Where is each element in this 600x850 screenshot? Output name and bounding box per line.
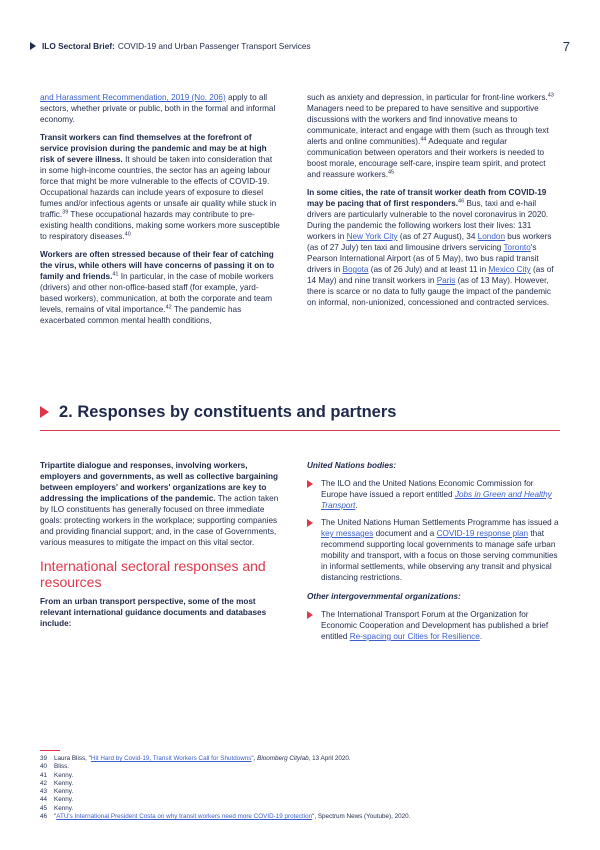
lower-right-column [307, 460, 560, 648]
page-header [30, 38, 570, 54]
footnote: 41 Kenny. [40, 771, 74, 779]
paragraph: Workers are often stressed because of their fear of catching the virus, while others will have concerns of passing it on to family and friends.$^{41}$ In particular, in the case of mobile workers (drivers) and other non-office-based staff (for example, yard-based workers), communication, at both the corporate and team levels, remains of vital importance.$^{42}$ The pandemic has exacerbated common mental health conditions, [40, 250, 275, 325]
section-title: 2. Responses by constituents and partners [59, 402, 397, 421]
paragraph: and Harassment Recommendation, 2019 (No. 206) apply to all sectors, whether private or public, both in the formal and informal economy. [40, 93, 276, 124]
link-jobs-green-healthy-transport[interactable]: Jobs in Green and Healthy Transport [321, 490, 552, 510]
footnote-ref[interactable]: 46 [458, 198, 465, 205]
triangle-bullet-icon [307, 519, 313, 527]
subsection-title: International sectoral responses and resources [40, 558, 266, 590]
triangle-bullet-icon [40, 406, 49, 418]
link-covid19-response-plan[interactable]: COVID-19 response plan [436, 529, 529, 538]
triangle-bullet-icon [30, 42, 36, 50]
un-bodies-heading: United Nations bodies: [307, 461, 397, 470]
other-orgs-heading: Other intergovernmental organizations: [307, 592, 461, 601]
paragraph: Tripartite dialogue and responses, involving workers, employers and governments, as well as collective bargaining between employers' and workers' organizations are key to addressing the implications of the pandemic. The action taken by ILO constituents has generally focused on three immediate goals: protecting workers in the workplace; supporting companies and providing financial support; and, in the case of Governments, various measures to mitigate the impact on this vital sector. [40, 461, 279, 547]
section-heading [40, 400, 560, 424]
link-london[interactable]: London [477, 232, 505, 241]
page-number: 7 [562, 38, 570, 54]
lower-left-column [40, 460, 280, 636]
link-key-messages[interactable]: key messages [321, 529, 374, 538]
link-new-york-city[interactable]: New York City [346, 232, 398, 241]
footnote: 46 "ATU's International President Costa on why transit workers need more COVID-19 protection", Spectrum News (Youtube), 2020. [40, 813, 411, 821]
paragraph: such as anxiety and depression, in particular for front-line workers.$^{43}$ Managers need to be prepared to have sensitive and supportive discussions with the workers and find innovative means to communicate, interact and engage with them (such as through text alerts and online communities).$^{44}$ Adequate and regular communication between operators and their workers is needed to boost morale, encourage self-care, inspire team spirit, and protect and reassure workers.$^{45}$ [307, 92, 554, 179]
footnote: 42 Kenny. [40, 779, 74, 787]
header-title: COVID-19 and Urban Passenger Transport Services [117, 41, 311, 51]
link-recommendation-206[interactable]: and Harassment Recommendation, 2019 (No. 206) [40, 93, 226, 102]
link-re-spacing-cities[interactable]: Re-spacing our Cities for Resilience [349, 632, 480, 641]
footnote-link[interactable]: Hit Hard by Covid-19, Transit Workers Call for Shutdowns [90, 755, 252, 762]
link-paris[interactable]: Paris [436, 276, 456, 285]
footnote-ref[interactable]: 45 [388, 169, 395, 176]
footnote-link[interactable]: ATU's International President Costa on why transit workers need more COVID-19 protection [56, 813, 313, 821]
footnote: 45 Kenny. [40, 804, 74, 812]
triangle-bullet-icon [307, 480, 313, 488]
footnote-ref[interactable]: 41 [112, 271, 119, 278]
section-divider [40, 430, 560, 431]
link-bogota[interactable]: Bogota [342, 265, 369, 274]
footnote-ref[interactable]: 43 [547, 92, 554, 99]
upper-left-column [40, 92, 280, 333]
upper-right-column [307, 92, 560, 315]
triangle-bullet-icon [307, 611, 313, 619]
footnote: 39 Laura Bliss, "Hit Hard by Covid-19, Transit Workers Call for Shutdowns", Bloomberg Citylab, 13 April 2020. [40, 755, 351, 762]
footnote-divider [40, 750, 60, 751]
footnote-ref[interactable]: 39 [62, 209, 69, 216]
link-toronto[interactable]: Toronto [503, 243, 531, 252]
footnotes [40, 755, 560, 821]
paragraph: From an urban transport perspective, some of the most relevant international guidance documents and databases include: [40, 597, 267, 628]
footnote-ref[interactable]: 42 [165, 304, 172, 311]
paragraph: In some cities, the rate of transit worker death from COVID-19 may be pacing that of first responders.$^{46}$ Bus, taxi and e-hail drivers are particularly vulnerable to the novel coronavirus in 2020. During the pandemic the following workers lost their lives: 131 workers in New York City (as of 27 August), 34 London bus workers (as of 27 July) ten taxi and limousine drivers servicing Toronto's Pearson International Airport (as of 5 May), two bus rapid transit drivers in Bogota (as of 26 July) and at least 11 in Mexico City (as of 14 May) and nine transit workers in Paris (as of 13 May). However, there is scarce or no data to fully gauge the impact of the pandemic on informal, non-unionized, concessioned and contracted services. [307, 188, 554, 307]
footnote-ref[interactable]: 44 [420, 136, 427, 143]
link-mexico-city[interactable]: Mexico City [488, 265, 531, 274]
list-item: The ILO and the United Nations Economic Commission for Europe have issued a report entitled Jobs in Green and Healthy Transport. [307, 478, 560, 511]
footnote-ref[interactable]: 40 [124, 231, 131, 238]
footnote: 44 Kenny. [40, 796, 74, 804]
footnote: 43 Kenny. [40, 788, 74, 796]
list-item: The United Nations Human Settlements Programme has issued a key messages document and a COVID-19 response plan that recommend supporting local governments to manage safe urban mobility and transport, with a focus on those serving communities in informal settlements, while observing any transit and physical distancing restrictions. [307, 517, 560, 583]
list-item: The International Transport Forum at the Organization for Economic Cooperation and Development has published a brief entitled Re-spacing our Cities for Resilience. [307, 609, 560, 642]
footnote: 40 Bliss. [40, 763, 70, 771]
paragraph: Transit workers can find themselves at the forefront of service provision during the pandemic and may be at high risk of severe illness. It should be taken into consideration that in some high-income countries, the sector has an ageing labour force that might be more vulnerable to the effects of COVID-19. Occupational hazards can include years of exposure to diesel fumes and/or infectious agents or unsafe air quality while stuck in traffic.$^{39}$ These occupational hazards may contribute to pre-existing health conditions, making some workers more susceptible to respiratory diseases.$^{40}$ [40, 133, 280, 241]
brief-label: ILO Sectoral Brief: [42, 41, 115, 51]
